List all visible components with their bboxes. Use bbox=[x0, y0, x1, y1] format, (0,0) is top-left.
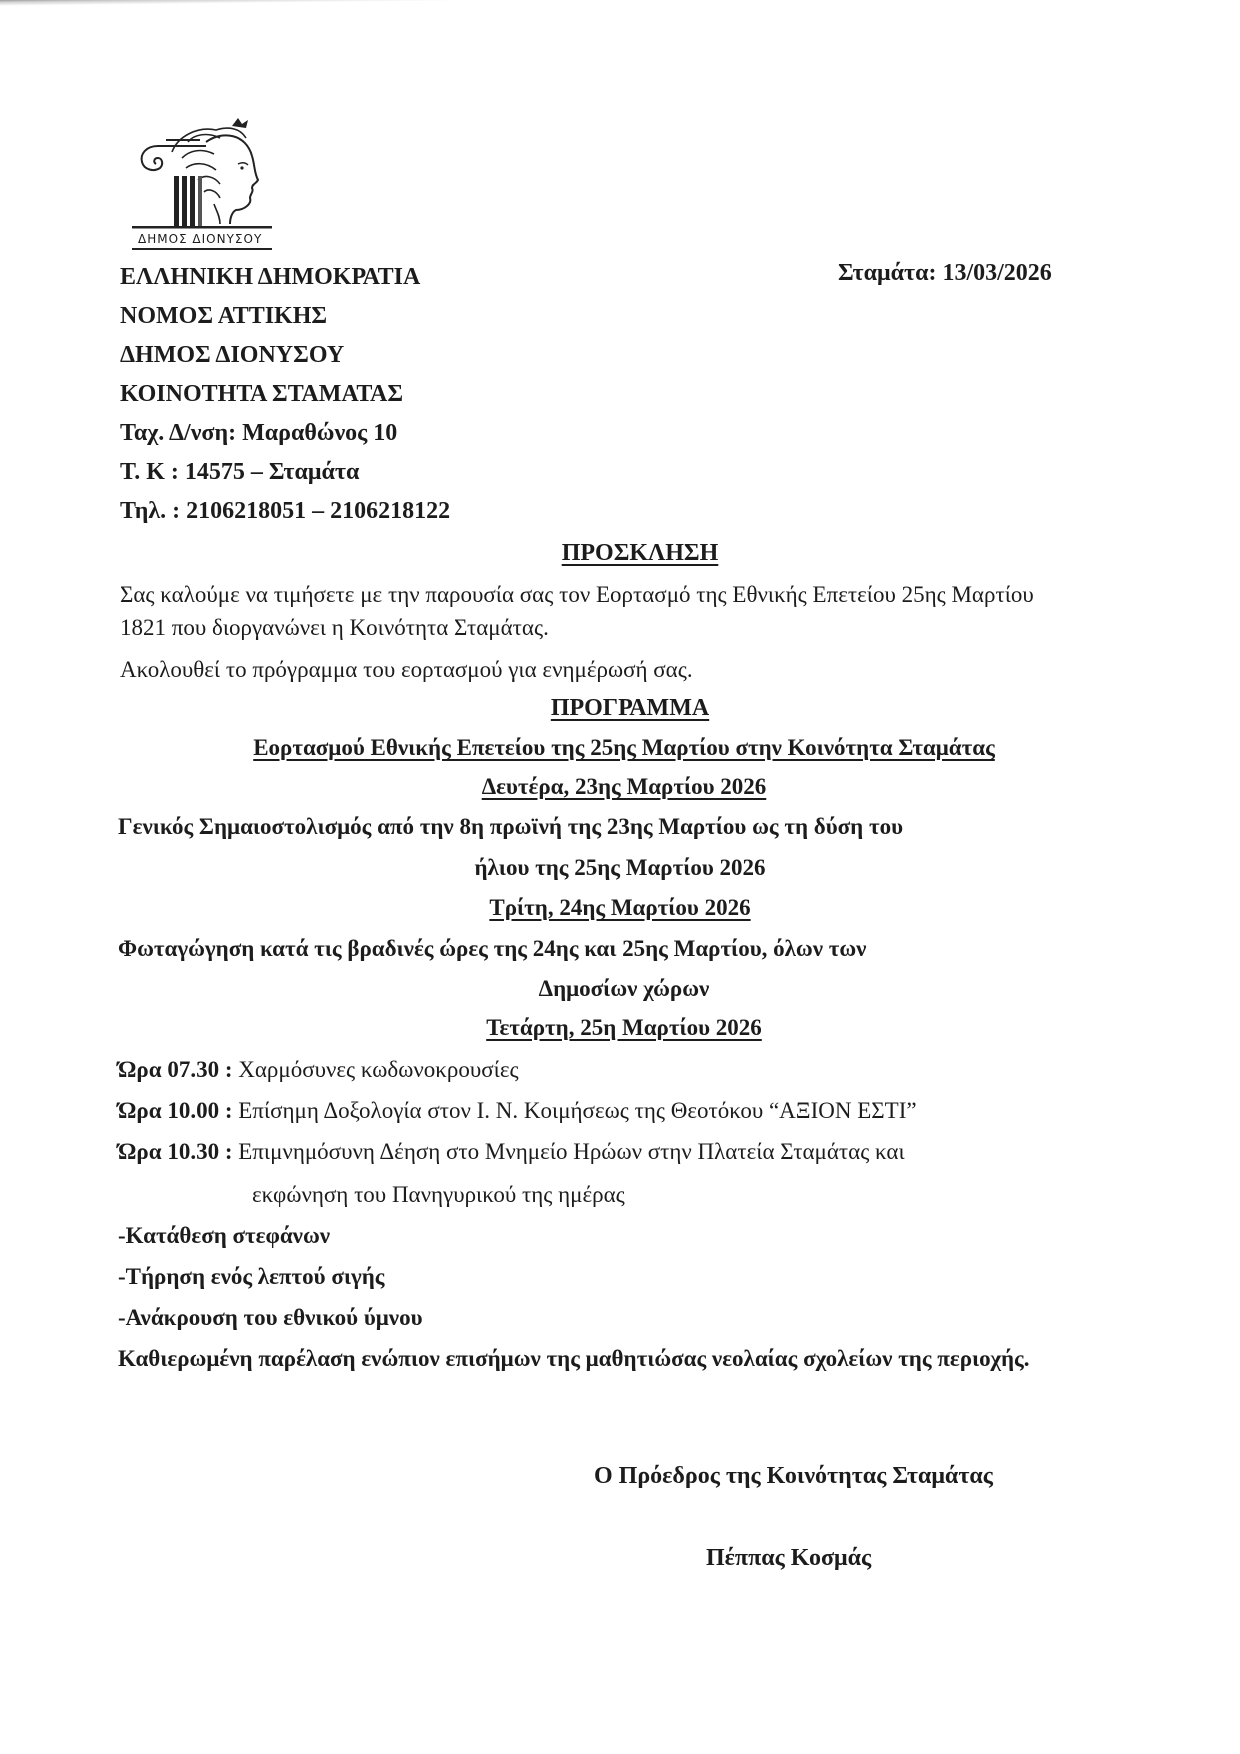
schedule-text: Χαρμόσυνες κωδωνοκρουσίες bbox=[238, 1057, 519, 1082]
ceremony-bullet: -Ανάκρουση του εθνικού ύμνου bbox=[118, 1305, 423, 1330]
schedule-item bbox=[118, 1140, 905, 1163]
day2-line2: Δημοσίων χώρων bbox=[538, 976, 710, 1001]
header-phone: Τηλ. : 2106218051 – 2106218122 bbox=[120, 498, 451, 524]
day2-heading: Τρίτη, 24ης Μαρτίου 2026 bbox=[489, 895, 751, 920]
schedule-text: Επίσημη Δοξολογία στον Ι. Ν. Κοιμήσεως της Θεοτόκου “ΑΞΙΟΝ ΕΣΤΙ” bbox=[238, 1098, 917, 1123]
signature-role: Ο Πρόεδρος της Κοινότητας Σταμάτας bbox=[594, 1463, 993, 1489]
day1-heading: Δευτέρα, 23ης Μαρτίου 2026 bbox=[481, 774, 767, 799]
program-subtitle: Εορτασμού Εθνικής Επετείου της 25ης Μαρτίου στην Κοινότητα Σταμάτας bbox=[253, 735, 995, 760]
logo-caption: ΔΗΜΟΣ ΔΙΟΝΥΣΟΥ bbox=[138, 232, 263, 246]
municipality-logo-icon bbox=[128, 112, 276, 250]
logo-base-rule bbox=[132, 248, 272, 250]
document-date: Σταμάτα: 13/03/2026 bbox=[838, 260, 1052, 286]
scan-edge-shadow bbox=[0, 0, 620, 8]
header-address: Ταχ. Δ/νση: Μαραθώνος 10 bbox=[120, 420, 398, 446]
schedule-time: Ώρα 10.30 : bbox=[118, 1139, 233, 1164]
schedule-continuation: εκφώνηση του Πανηγυρικού της ημέρας bbox=[252, 1182, 625, 1207]
header-municipality: ΔΗΜΟΣ ΔΙΟΝΥΣΟΥ bbox=[120, 342, 345, 368]
header-republic: ΕΛΛΗΝΙΚΗ ΔΗΜΟΚΡΑΤΙΑ bbox=[120, 264, 421, 290]
invitation-paragraph2: Ακολουθεί το πρόγραμμα του εορτασμού για ενημέρωσή σας. bbox=[120, 657, 693, 682]
invitation-title: ΠΡΟΣΚΛΗΣΗ bbox=[561, 540, 719, 566]
schedule-time: Ώρα 07.30 : bbox=[118, 1057, 233, 1082]
schedule-time: Ώρα 10.00 : bbox=[118, 1098, 233, 1123]
day1-line2: ήλιου της 25ης Μαρτίου 2026 bbox=[474, 855, 766, 880]
header-postal-code: Τ. Κ : 14575 – Σταμάτα bbox=[120, 459, 360, 485]
ceremony-bullet: -Τήρηση ενός λεπτού σιγής bbox=[118, 1264, 385, 1289]
day1-line1: Γενικός Σημαιοστολισμός από την 8η πρωϊνή της 23ης Μαρτίου ως τη δύση του bbox=[118, 814, 904, 839]
day3-heading: Τετάρτη, 25η Μαρτίου 2026 bbox=[486, 1015, 762, 1040]
header-prefecture: ΝΟΜΟΣ ΑΤΤΙΚΗΣ bbox=[120, 303, 328, 329]
invitation-paragraph-line2: 1821 που διοργανώνει η Κοινότητα Σταμάτας. bbox=[120, 615, 549, 640]
invitation-paragraph-line1: Σας καλούμε να τιμήσετε με την παρουσία σας τον Εορτασμό της Εθνικής Επετείου 25ης Μαρτίου bbox=[120, 582, 1034, 607]
signature-name: Πέππας Κοσμάς bbox=[706, 1545, 872, 1571]
schedule-item bbox=[118, 1099, 917, 1122]
program-title: ΠΡΟΓΡΑΜΜΑ bbox=[550, 695, 710, 721]
header-community: ΚΟΙΝΟΤΗΤΑ ΣΤΑΜΑΤΑΣ bbox=[120, 381, 404, 407]
schedule-item bbox=[118, 1058, 519, 1081]
day2-line1: Φωταγώγηση κατά τις βραδινές ώρες της 24ης και 25ης Μαρτίου, όλων των bbox=[118, 936, 867, 961]
closing-parade: Καθιερωμένη παρέλαση ενώπιον επισήμων της μαθητιώσας νεολαίας σχολείων της περιοχής. bbox=[118, 1346, 1030, 1371]
schedule-text: Επιμνημόσυνη Δέηση στο Μνημείο Ηρώων στην Πλατεία Σταμάτας και bbox=[238, 1139, 905, 1164]
ceremony-bullet: -Κατάθεση στεφάνων bbox=[118, 1223, 331, 1248]
